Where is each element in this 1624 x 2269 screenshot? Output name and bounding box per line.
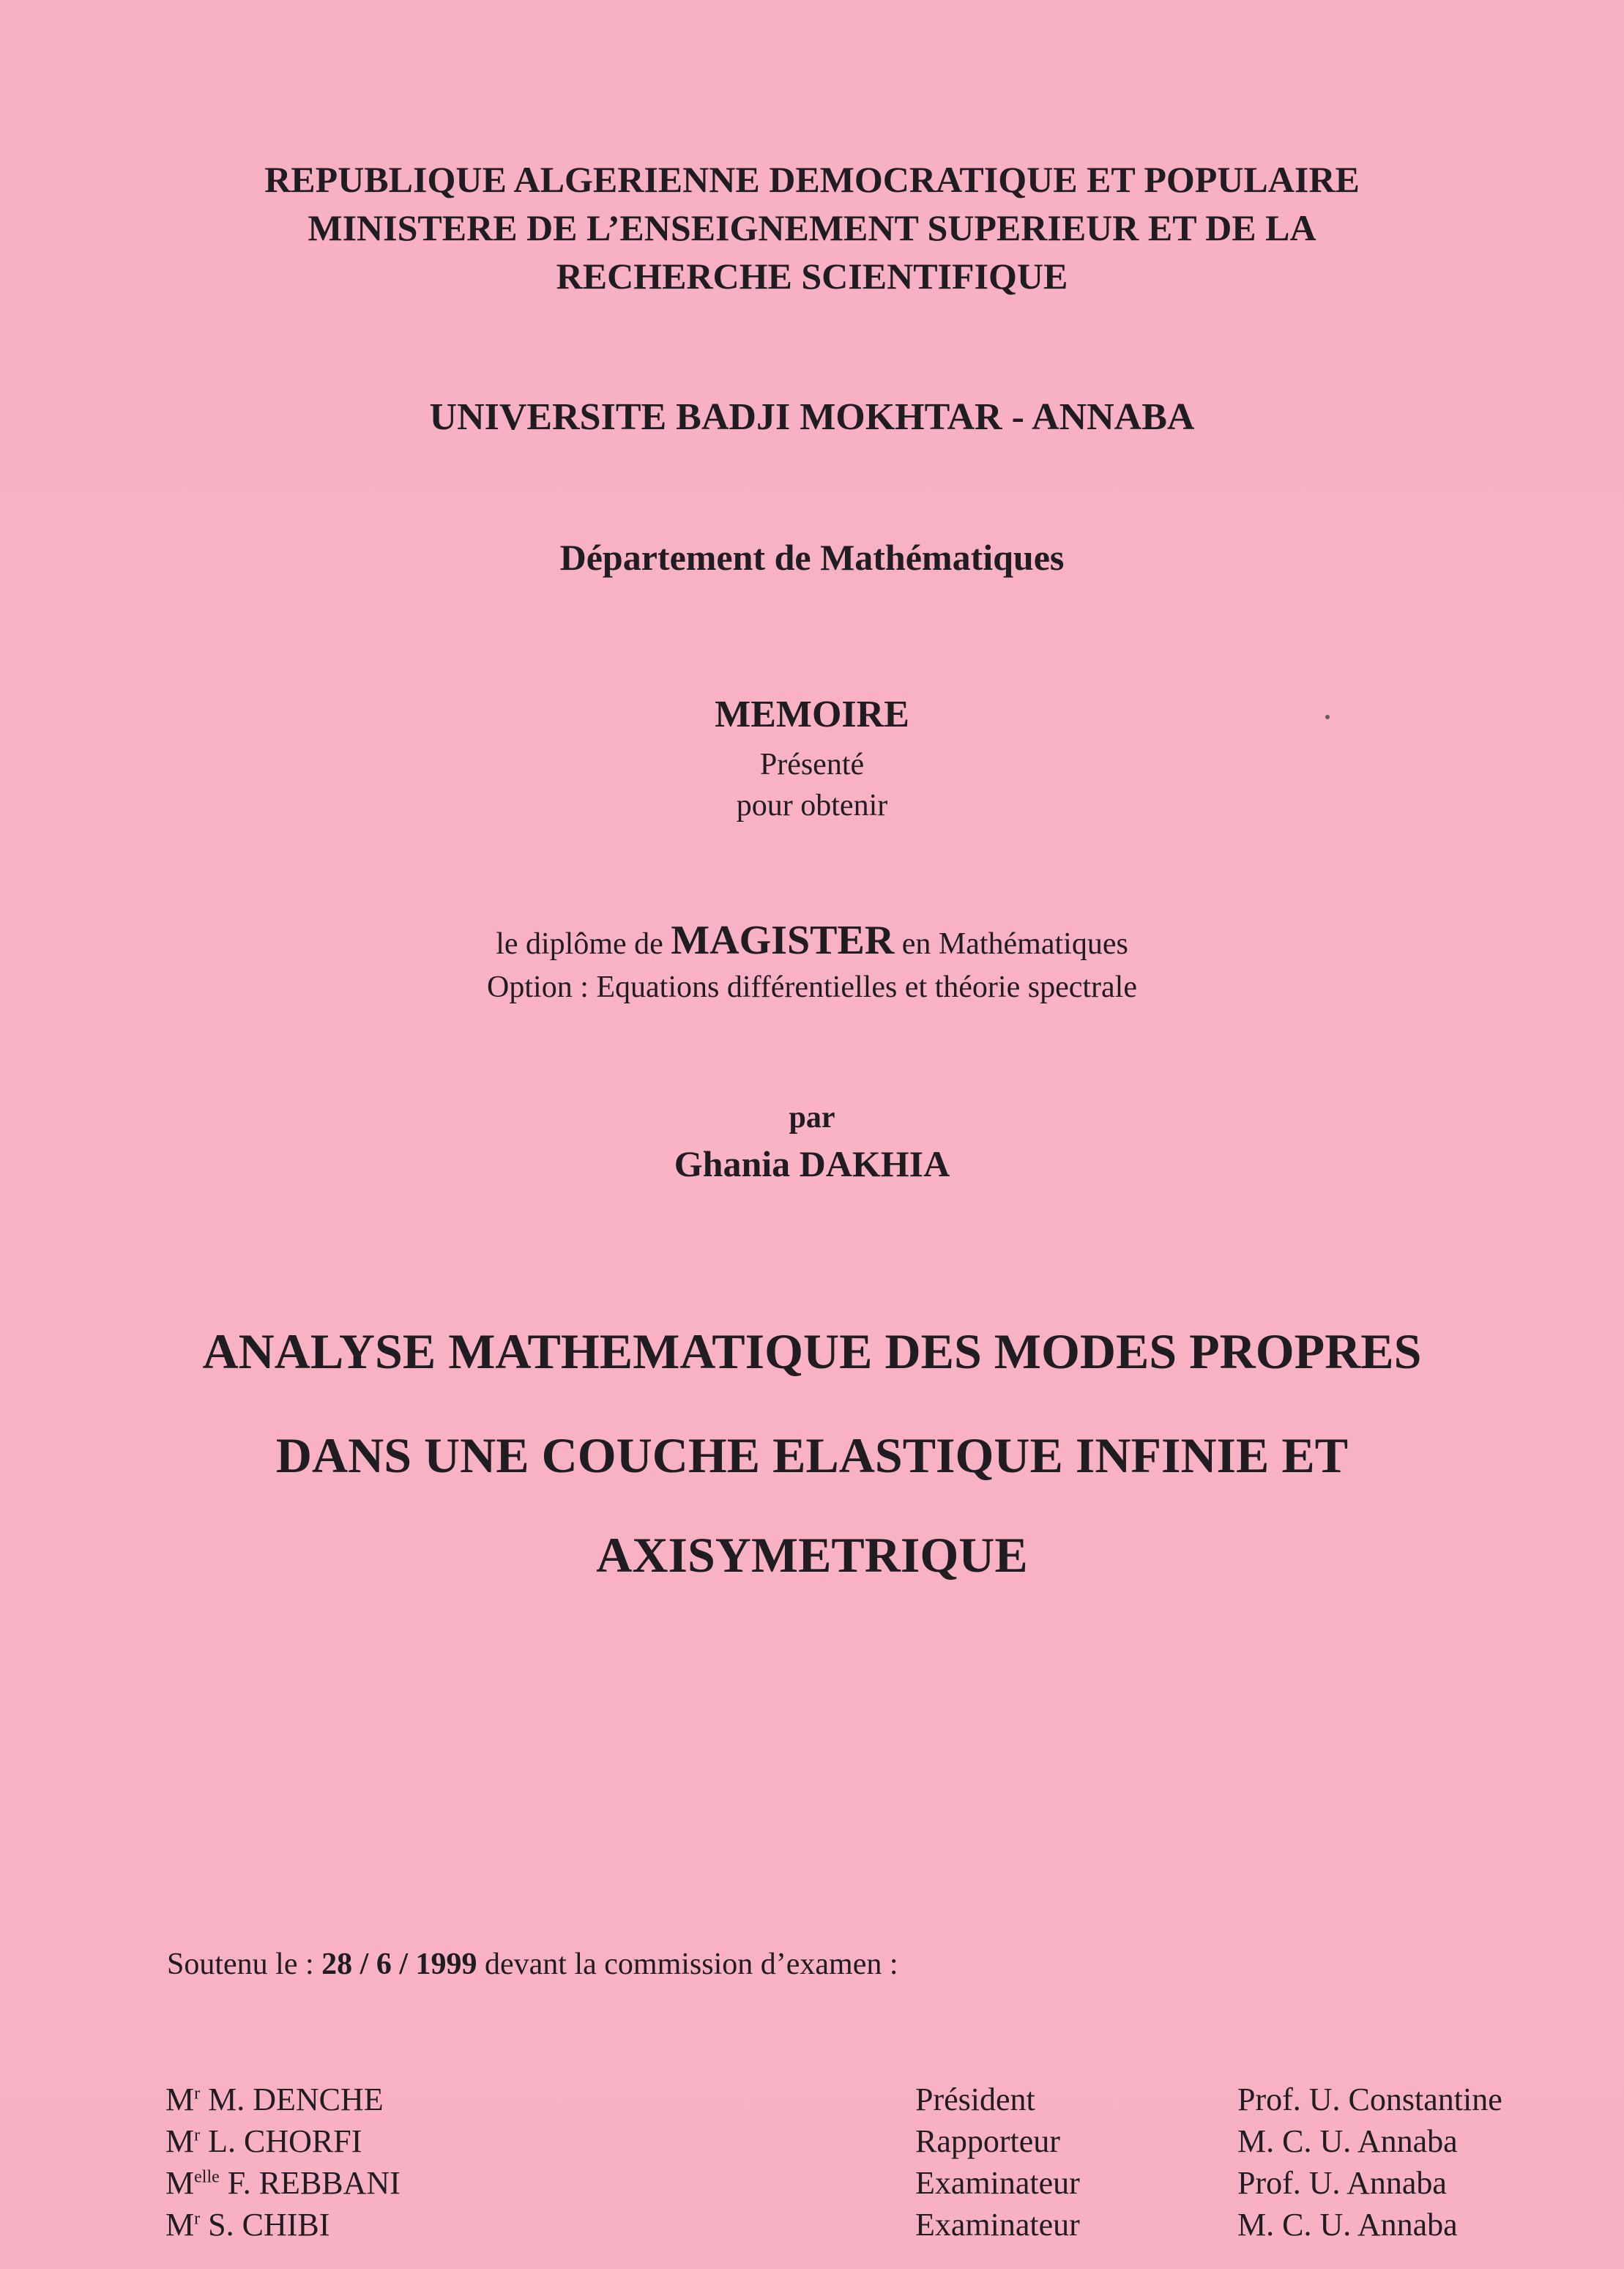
jury-member-institution: Prof. U. Annaba xyxy=(1237,2165,1447,2201)
jury-member-role: Examinateur xyxy=(915,2207,1080,2243)
jury-member-institution: Prof. U. Constantine xyxy=(1237,2082,1502,2117)
jury-title-sup: r xyxy=(194,2125,201,2145)
thesis-title-line-2: DANS UNE COUCHE ELASTIQUE INFINIE ET xyxy=(275,1427,1349,1483)
jury-member-role: Examinateur xyxy=(915,2165,1080,2201)
diploma-degree: MAGISTER xyxy=(671,918,895,963)
jury-member-name xyxy=(165,2162,401,2204)
diploma-line xyxy=(0,917,1624,968)
to-obtain-label: pour obtenir xyxy=(736,789,888,822)
jury-row xyxy=(0,2162,1624,2204)
diploma-option: Option : Equations différentielles et théorie spectrale xyxy=(487,970,1137,1004)
jury-row xyxy=(0,2079,1624,2120)
jury-name: F. REBBANI xyxy=(227,2165,401,2201)
jury-name: L. CHORFI xyxy=(208,2123,362,2159)
jury-name: S. CHIBI xyxy=(208,2207,330,2243)
jury-title-sup: r xyxy=(194,2209,201,2229)
jury-member-name xyxy=(165,2204,329,2246)
jury-name: M. DENCHE xyxy=(208,2082,384,2117)
defense-statement xyxy=(167,1947,898,1982)
jury-member-institution: M. C. U. Annaba xyxy=(1237,2123,1458,2159)
department-name: Département de Mathématiques xyxy=(559,537,1065,578)
defense-suffix: devant la commission d’examen : xyxy=(485,1947,898,1981)
jury-title: M xyxy=(165,2207,195,2243)
defense-date: 28 / 6 / 1999 xyxy=(321,1947,477,1981)
jury-member-name xyxy=(165,2120,362,2162)
jury-list xyxy=(0,2079,1624,2246)
jury-member-role: Président xyxy=(915,2082,1035,2117)
thesis-title-line-1: ANALYSE MATHEMATIQUE DES MODES PROPRES xyxy=(202,1323,1422,1379)
author-name: Ghania DAKHIA xyxy=(674,1143,950,1184)
diploma-suffix: en Mathématiques xyxy=(901,927,1128,961)
jury-member-role: Rapporteur xyxy=(915,2123,1060,2159)
jury-title-sup: r xyxy=(194,2084,201,2103)
jury-member-name xyxy=(165,2079,384,2120)
university-name: UNIVERSITE BADJI MOKHTAR - ANNABA xyxy=(429,396,1195,438)
thesis-title-line-3: AXISYMETRIQUE xyxy=(596,1527,1028,1583)
header-research: RECHERCHE SCIENTIFIQUE xyxy=(556,256,1068,297)
defense-prefix: Soutenu le : xyxy=(167,1947,314,1981)
diploma-prefix: le diplôme de xyxy=(496,927,663,961)
jury-row xyxy=(0,2120,1624,2162)
jury-row xyxy=(0,2204,1624,2246)
presented-label: Présenté xyxy=(759,748,865,781)
by-label: par xyxy=(789,1101,835,1134)
header-republic: REPUBLIQUE ALGERIENNE DEMOCRATIQUE ET POPULAIRE xyxy=(264,159,1360,200)
jury-member-institution: M. C. U. Annaba xyxy=(1237,2207,1458,2243)
jury-title: M xyxy=(165,2082,195,2117)
scan-speck xyxy=(1325,715,1330,719)
header-ministry: MINISTERE DE L’ENSEIGNEMENT SUPERIEUR ET DE LA xyxy=(308,207,1316,248)
jury-title: M xyxy=(165,2123,195,2159)
jury-title-sup: elle xyxy=(194,2167,220,2187)
jury-title: M xyxy=(165,2165,195,2201)
document-type: MEMOIRE xyxy=(715,694,909,735)
